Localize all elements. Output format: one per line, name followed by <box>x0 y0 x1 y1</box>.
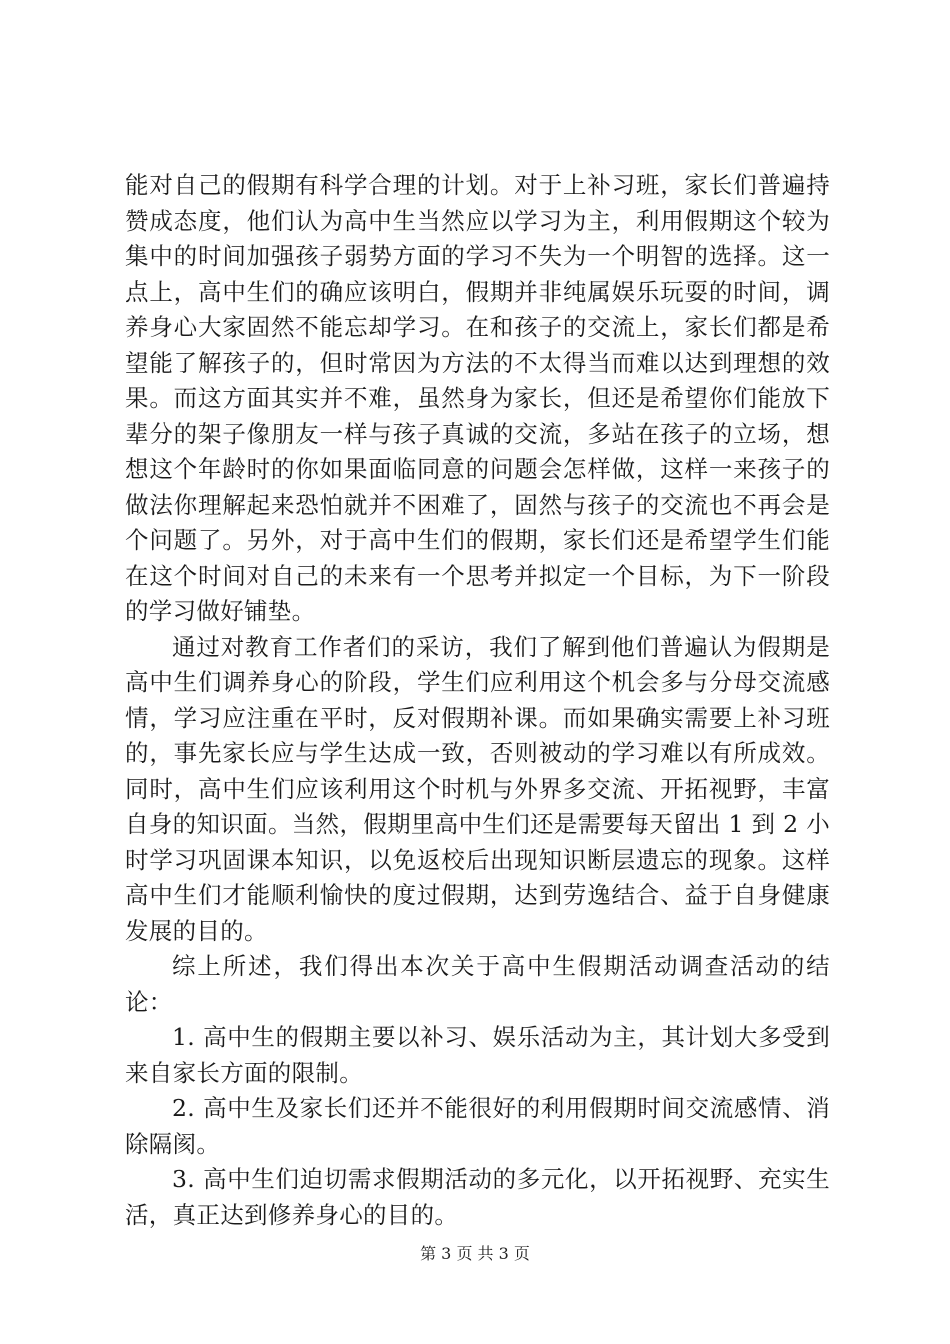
paragraph-parent-views: 能对自己的假期有科学合理的计划。对于上补习班，家长们普遍持赞成态度，他们认为高中生当然应以学习为主，利用假期这个较为集中的时间加强孩子弱势方面的学习不失为一个明智的选择。这一点上，高中生们的确应该明白，假期并非纯属娱乐玩耍的时间，调养身心大家固然不能忘却学习。在和孩子的交流上，家长们都是希望能了解孩子的，但时常因为方法的不太得当而难以达到理想的效果。而这方面其实并不难，虽然身为家长，但还是希望你们能放下辈分的架子像朋友一样与孩子真诚的交流，多站在孩子的立场，想想这个年龄时的你如果面临同意的问题会怎样做，这样一来孩子的做法你理解起来恐怕就并不困难了，固然与孩子的交流也不再会是个问题了。另外，对于高中生们的假期，家长们还是希望学生们能在这个时间对自己的未来有一个思考并拟定一个目标，为下一阶段的学习做好铺垫。 <box>125 171 830 625</box>
conclusion-item-2: 2. 高中生及家长们还并不能很好的利用假期时间交流感情、消除隔阂。 <box>125 1094 830 1158</box>
document-body <box>125 168 830 1233</box>
paragraph-conclusion-intro: 综上所述，我们得出本次关于高中生假期活动调查活动的结论： <box>125 952 830 1016</box>
page-number-footer: 第 3 页 共 3 页 <box>420 1244 530 1263</box>
paragraph-educator-views: 通过对教育工作者们的采访，我们了解到他们普遍认为假期是高中生们调养身心的阶段，学生们应利用这个机会多与分母交流感情，学习应注重在平时，反对假期补课。而如果确实需要上补习班的，事先家长应与学生达成一致，否则被动的学习难以有所成效。同时，高中生们应该利用这个时机与外界多交流、开拓视野，丰富自身的知识面。当然，假期里高中生们还是需要每天留出 1 到 2 小时学习巩固课本知识，以免返校后出现知识断层遗忘的现象。这样高中生们才能顺利愉快的度过假期，达到劳逸结合、益于自身健康发展的目的。 <box>125 632 830 945</box>
conclusion-item-3: 3. 高中生们迫切需求假期活动的多元化，以开拓视野、充实生活，真正达到修养身心的目的。 <box>125 1165 830 1229</box>
conclusion-item-1: 1. 高中生的假期主要以补习、娱乐活动为主，其计划大多受到来自家长方面的限制。 <box>125 1023 830 1087</box>
